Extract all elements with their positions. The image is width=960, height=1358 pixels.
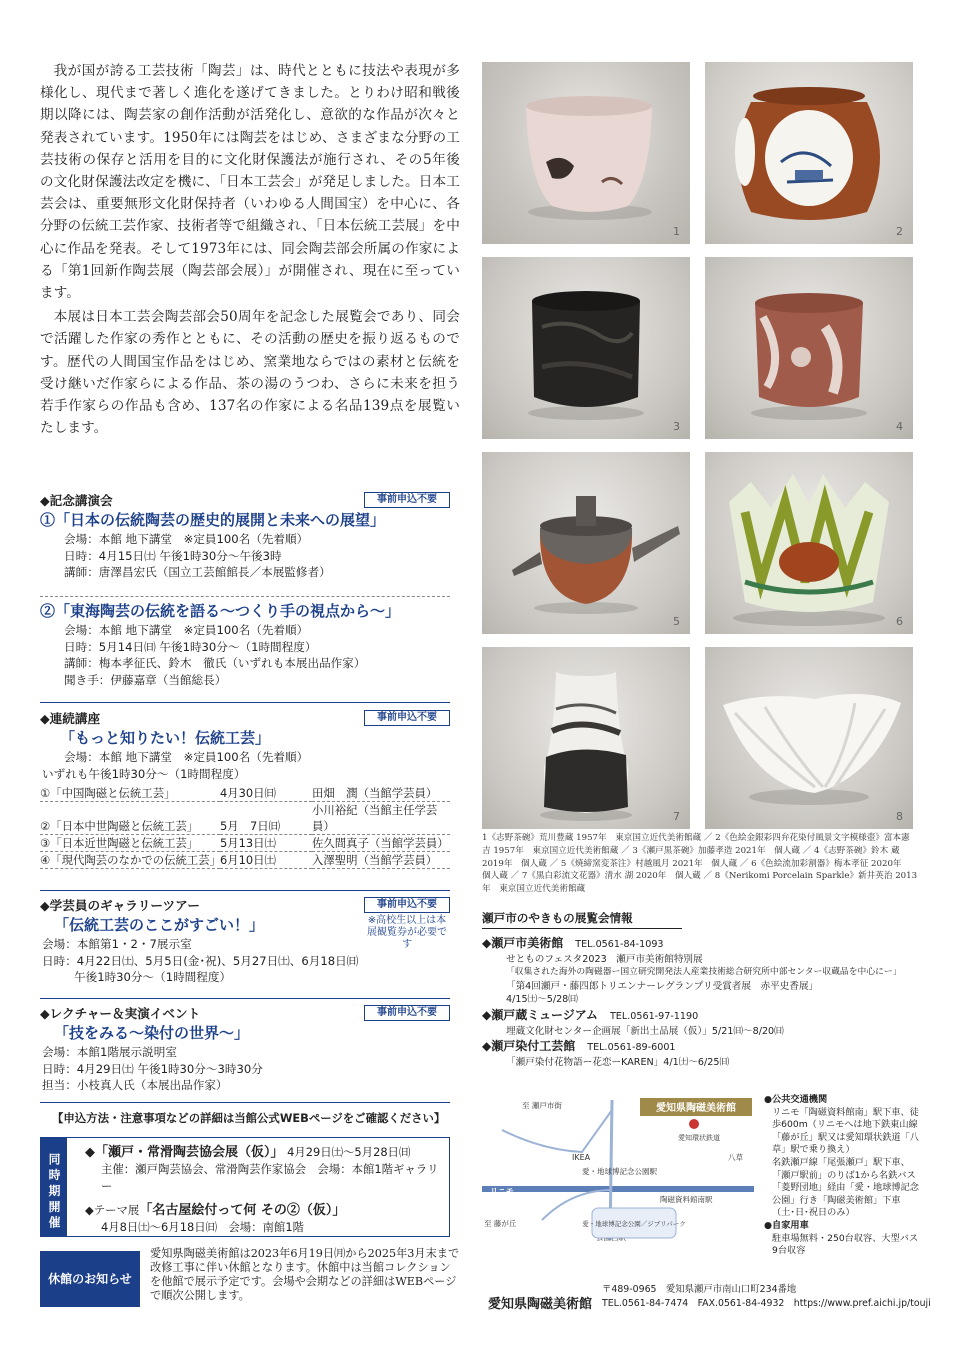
divider (40, 596, 450, 597)
series-row-name: ③「日本近世陶磁と伝統工芸」 (40, 834, 220, 851)
concurrent-event-1 (85, 1144, 449, 1161)
photo-caption: 1《志野茶碗》荒川豊蔵 1957年 東京国立近代美術館蔵 ／ 2《色絵金銀彩四弁花染付風景文字模様壺》富本憲吉 1957年 東京国立近代美術館蔵 ／ 3《瀬戸黒茶碗》加藤孝造 2021年 個人蔵 ／ 4《志野茶碗》鈴木 蔵 2019年 個人蔵 ／ 5《焼締窯変茶注》村越風月 2021年 個人蔵 ／ 6《色絵流加彩割器》梅本孝征 2020年 個人蔵 ／ 7《黒白彩流文花器》清水 湖 2020年 個人蔵 ／ 8《Nerikomi Porcelain Sparkle》新井英治 2013年 東京国立近代美術館蔵 (482, 833, 918, 895)
access-car-heading: ●自家用車 (764, 1219, 809, 1231)
series-row (40, 784, 450, 801)
map-seto-label: 至 瀬戸市街 (522, 1101, 562, 1110)
series-row-date: 4月30日㈰ (220, 784, 312, 801)
concurrent-event-2-detail: 4月8日㈯〜6月18日㈰ 会場：南館1階 (101, 1219, 304, 1234)
divider (40, 702, 450, 703)
seto-exhibitions (482, 910, 918, 1069)
photo-2 (705, 62, 913, 244)
lecture-title-2: ②「東海陶芸の伝統を語る〜つくり手の視点から〜」 (40, 602, 401, 620)
access-info (764, 1094, 920, 1258)
contact-info (602, 1283, 931, 1311)
teapot-image (482, 452, 690, 634)
series-row (40, 801, 450, 834)
series-row (40, 851, 450, 868)
series-row-speaker: 田畑 潤（当館学芸員） (312, 784, 450, 801)
museum-1-tel: TEL.0561-84-1093 (575, 939, 664, 950)
series-row-date: 5月13日㈯ (220, 834, 312, 851)
event-date: 日時：4月29日㈯ 午後1時30分〜3時30分 (42, 1061, 263, 1076)
event-section (40, 1005, 450, 1094)
bowl-umemoto-image (705, 452, 913, 634)
intro-paragraph-2: 本展は日本工芸会陶芸部会50周年を記念した展覧会であり、同会で活躍した作家の秀作とともに、その活動の歴史を振り返るものです。歴代の人間国宝作品をはじめ、窯業地ならではの素材と伝統を受け継いだ作家らによる作品、茶の湯のうつわ、さらに未来を担う若手作家らの作品も含め、137名の作家による名品139点を展覧いたします。 (40, 309, 460, 437)
concurrent-event-2-title: 「名古屋絵付って何 その②（仮）」 (139, 1202, 346, 1218)
concurrent-exhibitions (40, 1137, 450, 1237)
lecture-host-2: 聞き手：伊藤嘉章（当館総長） (64, 672, 227, 687)
map-rail-label: 愛知環状鉄道 (678, 1134, 720, 1142)
series-row-speaker: 小川裕紀（当館主任学芸員） (312, 801, 450, 834)
no-reservation-badge: 事前申込不要 (364, 710, 450, 726)
museum-name: 愛知県陶磁美術館 (488, 1297, 593, 1312)
map-park-label: 愛・地球博記念公園／ジブリパーク (582, 1220, 686, 1228)
series-venue: 会場：本館 地下講堂 ※定員100名（先着順） (64, 750, 309, 764)
concurrent-body (85, 1144, 449, 1236)
photo-4 (705, 257, 913, 439)
divider (40, 998, 450, 999)
intro-paragraph-1: 我が国が誇る工芸技術「陶芸」は、時代とともに技法や表現が多様化し、現代まで著しく進化を遂げてきました。とりわけ昭和戦後期以降には、陶芸家の創作活動が活発化し、意欲的な作品が次々と発表されています。1950年には陶芸をはじめ、さまざまな分野の工芸技術の保存と活用を目的に文化財保護法が施行され、その5年後の文化財保護法改定を機に、「日本工芸会」が発足しました。日本工芸会は、重要無形文化財保持者（いわゆる人間国宝）を中心に、各分野の伝統工芸作家、技術者等で組織され、「日本伝統工芸展」を中心に作品を発表。そして1973年には、同会陶芸部会所属の作家による「第1回新作陶芸展（陶芸部会展）」が開催され、現在に至っています。 (40, 63, 460, 302)
museum-1-line: 4/15㈯〜5/28㈰ (506, 994, 578, 1006)
photo-number: 8 (896, 810, 903, 823)
photo-number: 7 (673, 810, 680, 823)
photo-5 (482, 452, 690, 634)
bowl-nerikomi-image (705, 647, 913, 829)
series-row (40, 834, 450, 851)
concurrent-event-1-date: 4月29日㈯〜5月28日㈰ (287, 1145, 411, 1159)
gallery-venue: 会場：本館第1・2・7展示室 (42, 937, 192, 951)
intro-text (40, 60, 460, 439)
gallery-title: 「伝統工芸のここがすごい！」 (54, 916, 265, 934)
series-title: 「もっと知りたい！伝統工芸」 (60, 729, 271, 747)
contact-address: 〒489-0965 愛知県瀬戸市南山口町234番地 (602, 1284, 797, 1295)
lecture-speaker-1: 講師：唐澤昌宏氏（国立工芸館館長／本展監修者） (64, 565, 331, 580)
museum-3-heading (482, 1038, 918, 1056)
event-venue: 会場：本館1階展示説明室 (42, 1045, 177, 1059)
divider (40, 1102, 450, 1103)
access-public-text-2: 名鉄瀬戸線「尾張瀬戸」駅下車、「瀬戸駅前」のりば1から名鉄バス「菱野団地」経由「愛・地球博記念公園」行き「陶磁美術館」下車（土･日･祝日のみ） (772, 1156, 919, 1219)
series-section (40, 710, 450, 869)
lecture-heading: ◆記念講演会 (40, 493, 113, 508)
photo-6 (705, 452, 913, 634)
map-svg (482, 1090, 754, 1244)
details-note: 【申込方法・注意事項などの詳細は当館公式WEBページをご確認ください】 (52, 1111, 446, 1125)
museum-2-line: 埋蔵文化財センター企画展「新出土品展（仮）」5/21㈰〜8/20㈰ (506, 1025, 784, 1037)
lecture-section (40, 492, 450, 581)
no-reservation-badge: 事前申込不要 (364, 492, 450, 508)
series-row-speaker: 入澤聖明（当館学芸員） (312, 851, 450, 868)
museum-3-line: 「瀬戸染付花物語ー花恋ーKAREN」4/1㈯〜6/25㈰ (506, 1057, 730, 1069)
lecture-date-1: 日時：4月15日㈯ 午後1時30分〜午後3時 (64, 548, 282, 563)
chawan-shino-image (482, 62, 690, 244)
museum-2-tel: TEL.0561-97-1190 (609, 1010, 699, 1022)
access-car-text: 駐車場無料・250台収容、大型バス9台収容 (772, 1232, 919, 1257)
museum-1-name: ◆瀬戸市美術館 (482, 936, 564, 950)
gallery-heading: ◆学芸員のギャラリーツアー (40, 898, 200, 913)
lecture-venue-2: 会場：本館 地下講堂 ※定員100名（先着順） (64, 623, 309, 637)
access-public-text-1: リニモ「陶磁資料館南」駅下車、徒歩600m（リニモへは地下鉄東山線「藤が丘」駅又は愛知環状鉄道「八草」駅で乗り換え） (772, 1106, 919, 1156)
series-heading: ◆連続講座 (40, 711, 101, 726)
series-row-date: 5月 7日㈰ (220, 801, 312, 834)
map-station-label: 八草 (728, 1153, 743, 1162)
closure-label: 休館のお知らせ (40, 1251, 140, 1307)
divider (40, 890, 450, 891)
chawan-shino-suzuki-image (705, 257, 913, 439)
closure-notice (40, 1247, 460, 1311)
map-linimo-label: リニモ (490, 1187, 514, 1196)
gallery-time: 午後1時30分〜（1時間程度） (74, 970, 232, 985)
museum-3-name: ◆瀬戸染付工芸館 (482, 1039, 576, 1054)
museum-1-line: せとものフェスタ2023 瀬戸市美術館特別展 (506, 954, 703, 965)
concurrent-label: 同時期開催 (41, 1138, 67, 1236)
map-ikea-label: IKEA (572, 1153, 591, 1162)
vase-shimizu-image (482, 647, 690, 829)
lecture-2-section (40, 600, 450, 688)
map-gifu-label: 至 藤が丘 (484, 1219, 517, 1228)
event-title: 「技をみる〜染付の世界〜」 (54, 1024, 250, 1042)
series-row-date: 6月10日㈯ (220, 851, 312, 868)
jar-tomimoto-image (705, 62, 913, 244)
photo-number: 2 (896, 225, 903, 238)
gallery-date: 日時：4月22日㈯、5月5日(金･祝)、5月27日㈯、6月18日㈰ (42, 953, 359, 968)
event-host: 担当：小枝真人氏（本展出品作家） (42, 1078, 228, 1093)
series-row-name: ①「中国陶磁と伝統工芸」 (40, 784, 220, 801)
no-reservation-badge: 事前申込不要 (364, 897, 450, 913)
photo-number: 6 (896, 615, 903, 628)
series-time: いずれも午後1時30分〜（1時間程度） (42, 766, 246, 781)
series-row-name: ④「現代陶芸のなかでの伝統工芸」 (40, 852, 222, 867)
map-museum-label: 愛知県陶磁美術館 (656, 1103, 736, 1114)
photo-number: 3 (673, 420, 680, 433)
photo-8 (705, 647, 913, 829)
lecture-speaker-2: 講師：梅本孝征氏、鈴木 徹氏（いずれも本展出品作家） (64, 656, 366, 671)
map-station-label: 陶磁資料館南駅 (660, 1195, 713, 1204)
series-row-speaker: 佐久間真子（当館学芸員） (312, 835, 449, 850)
photo-number: 4 (896, 420, 903, 433)
map-station-label: 愛・地球博記念公園駅 (582, 1167, 657, 1176)
series-table (40, 784, 450, 869)
photo-number: 5 (673, 615, 680, 628)
event-heading: ◆レクチャー＆実演イベント (40, 1006, 201, 1021)
access-map (482, 1090, 754, 1244)
chawan-setoguro-image (482, 257, 690, 439)
museum-2-heading (482, 1007, 918, 1025)
museum-1-line: 「第4回瀬戸・藤四郎トリエンナーレグランプリ受賞者展 赤平史香展」 (506, 980, 819, 992)
photo-number: 1 (673, 225, 680, 238)
concurrent-event-2 (85, 1202, 449, 1219)
gallery-ticket-note: ※高校生以上は本展観覧券が必要です (367, 915, 447, 950)
concurrent-event-1-title: ◆「瀬戸・常滑陶芸協会展（仮）」 (85, 1145, 284, 1160)
closure-text: 愛知県陶磁美術館は2023年6月19日㈪から2025年3月末まで改修工事に伴い休館となります。休館中は当館コレクションを他館で展示予定です。会場や会期などの詳細はWEBページで順次公開します。 (150, 1247, 460, 1302)
contact-tel: TEL.0561-84-7474 FAX.0561-84-4932 https://www.pref.aichi.jp/touji (602, 1298, 931, 1309)
museum-3-tel: TEL.0561-89-6001 (587, 1042, 676, 1054)
photo-3 (482, 257, 690, 439)
museum-1-line: 「収集された海外の陶磁器ー国立研究開発法人産業技術総合研究所中部センター収蔵品を中心にー」 (506, 967, 902, 978)
photo-1 (482, 62, 690, 244)
seto-title: 瀬戸市のやきもの展覧会情報 (482, 910, 682, 929)
museum-1-heading (482, 935, 918, 953)
series-row-name: ②「日本中世陶磁と伝統工芸」 (40, 801, 220, 834)
photo-7 (482, 647, 690, 829)
no-reservation-badge: 事前申込不要 (364, 1005, 450, 1021)
gallery-section (40, 897, 450, 986)
museum-2-name: ◆瀬戸蔵ミュージアム (482, 1007, 598, 1022)
access-public-heading: ●公共交通機関 (764, 1094, 828, 1105)
concurrent-event-1-detail: 主催：瀬戸陶芸協会、常滑陶芸作家協会 会場：本館1階ギャラリー (101, 1162, 439, 1194)
lecture-title-1: ①「日本の伝統陶芸の歴史的展開と未来への展望」 (40, 511, 386, 529)
lecture-date-2: 日時：5月14日㈰ 午後1時30分〜（1時間程度） (64, 639, 317, 654)
lecture-venue-1: 会場：本館 地下講堂 ※定員100名（先着順） (64, 532, 309, 546)
concurrent-event-2-prefix: ◆テーマ展 (85, 1202, 140, 1217)
